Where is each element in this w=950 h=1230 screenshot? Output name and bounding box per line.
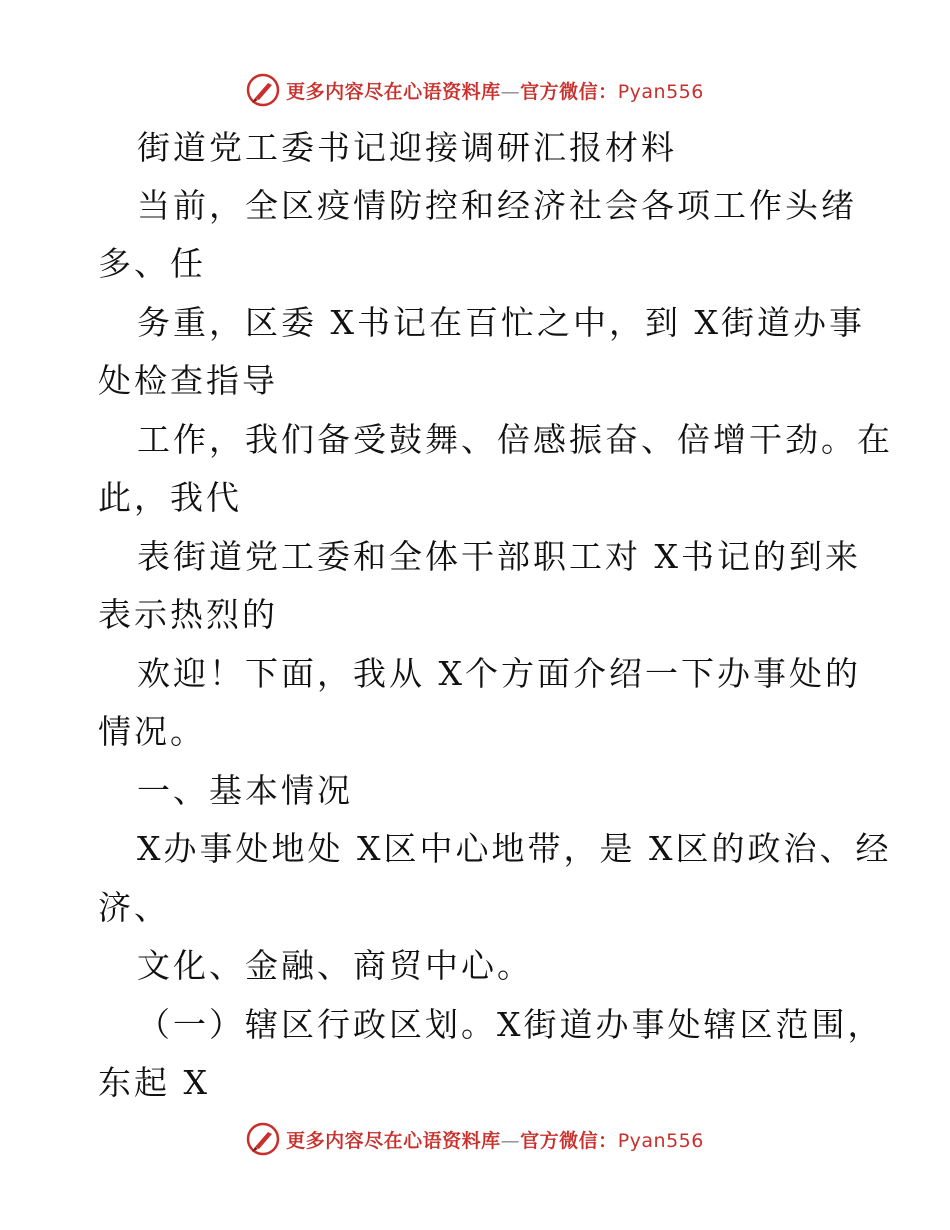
section-heading: 一、基本情况 (137, 771, 353, 810)
banner-separator: — (500, 1129, 521, 1152)
banner-wechat-id: Pyan556 (617, 80, 704, 103)
paragraph-line: 济、 (98, 888, 170, 927)
paragraph-line: 表街道党工委和全体干部职工对 X书记的到来 (137, 537, 861, 576)
paragraph-line: 表示热烈的 (98, 595, 278, 634)
banner-wechat-label: 官方微信： (520, 1129, 618, 1152)
paragraph-line: 务重，区委 X书记在百忙之中，到 X街道办事 (137, 303, 865, 342)
quill-pen-logo-icon (246, 1122, 280, 1156)
banner-separator: — (500, 80, 521, 103)
paragraph-line: 文化、金融、商贸中心。 (137, 946, 533, 985)
paragraph-line: 东起 X (98, 1063, 210, 1102)
paragraph-line: （一）辖区行政区划。X街道办事处辖区范围， (137, 1005, 884, 1044)
paragraph-line: 欢迎！下面，我从 X个方面介绍一下办事处的 (137, 654, 861, 693)
paragraph-line: 工作，我们备受鼓舞、倍感振奋、倍增干劲。在 (137, 420, 893, 459)
paragraph-line: 当前，全区疫情防控和经济社会各项工作头绪 (137, 186, 857, 225)
footer-watermark-banner (0, 1117, 950, 1161)
document-title: 街道党工委书记迎接调研汇报材料 (137, 128, 677, 167)
banner-wechat-label: 官方微信： (520, 80, 618, 103)
banner-site-name: 更多内容尽在心语资料库 (286, 80, 501, 103)
paragraph-line: 处检查指导 (98, 361, 278, 400)
paragraph-line: 多、任 (98, 244, 206, 283)
paragraph-line: 情况。 (98, 712, 206, 751)
banner-site-name: 更多内容尽在心语资料库 (286, 1129, 501, 1152)
paragraph-line: 此，我代 (98, 478, 242, 517)
banner-wechat-id: Pyan556 (617, 1129, 704, 1152)
paragraph-line: X办事处地处 X区中心地带，是 X区的政治、经 (137, 829, 892, 868)
